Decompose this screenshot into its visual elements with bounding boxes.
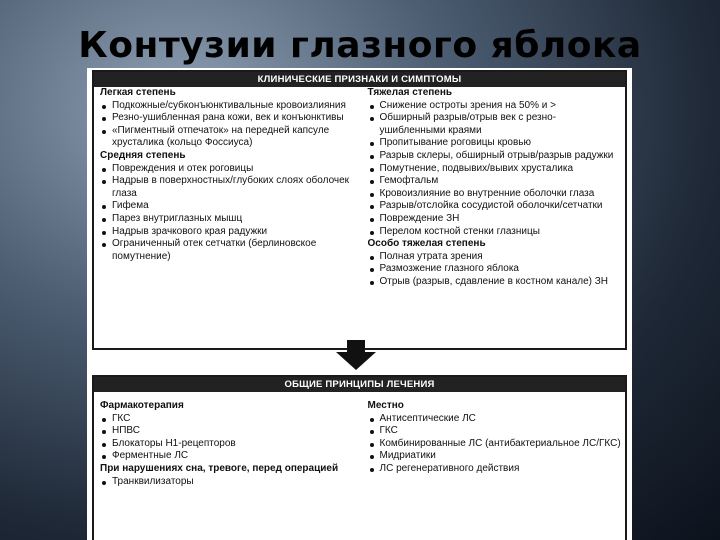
treatment-item: ГКС xyxy=(100,413,354,426)
treatment-item: НПВС xyxy=(100,425,354,438)
symptom-item: Обширный разрыв/отрыв век с резно-ушибленными краями xyxy=(368,112,622,137)
treatment-item: ГКС xyxy=(368,425,622,438)
symptom-item: Гифема xyxy=(100,200,354,213)
treatment-group xyxy=(368,400,622,476)
clinical-signs-header: КЛИНИЧЕСКИЕ ПРИЗНАКИ И СИМПТОМЫ xyxy=(94,72,625,87)
treatment-columns xyxy=(94,392,625,488)
severity-group xyxy=(100,87,354,150)
treatment-group-title: При нарушениях сна, тревоге, перед операцией xyxy=(100,462,339,474)
clinical-columns xyxy=(94,87,625,289)
treatment-item: Транквилизаторы xyxy=(100,476,354,489)
symptom-item: Перелом костной стенки глазницы xyxy=(368,226,622,239)
treatment-item: Комбинированные ЛС (антибактериальное ЛС/ГКС) xyxy=(368,438,622,451)
treatment-group-title: Местно xyxy=(367,400,404,411)
down-arrow-icon xyxy=(336,340,376,370)
symptom-item: Разрыв/отслойка сосудистой оболочки/сетчатки xyxy=(368,200,622,213)
treatment-item: Ферментные ЛС xyxy=(100,450,354,463)
clinical-right-column xyxy=(360,87,622,289)
treatment-group xyxy=(100,400,354,463)
symptom-item: Пропитывание роговицы кровью xyxy=(368,137,622,150)
severity-title: Особо тяжелая степень xyxy=(367,238,486,250)
slide-title: Контузии глазного яблока xyxy=(78,25,642,66)
symptom-item: Гемофтальм xyxy=(368,175,622,188)
symptom-item: Парез внутриглазных мышц xyxy=(100,213,354,226)
symptom-item: Помутнение, подвывих/вывих хрусталика xyxy=(368,163,622,176)
symptom-item: Повреждения и отек роговицы xyxy=(100,163,354,176)
severity-group xyxy=(368,238,622,288)
treatment-item: ЛС регенеративного действия xyxy=(368,463,622,476)
symptom-item: Подкожные/субконъюнктивальные кровоизлияния xyxy=(100,100,354,113)
treatment-header: ОБЩИЕ ПРИНЦИПЫ ЛЕЧЕНИЯ xyxy=(94,377,625,392)
document-page xyxy=(87,68,632,540)
treatment-group-title: Фармакотерапия xyxy=(100,400,184,411)
severity-group xyxy=(368,87,622,238)
symptom-item: Резно-ушибленная рана кожи, век и конъюнктивы xyxy=(100,112,354,125)
severity-title: Средняя степень xyxy=(100,149,186,161)
severity-group xyxy=(100,150,354,263)
treatment-item: Мидриатики xyxy=(368,450,622,463)
symptom-item: Размозжение глазного яблока xyxy=(368,263,622,276)
treatment-item: Антисептические ЛС xyxy=(368,413,622,426)
severity-title: Тяжелая степень xyxy=(367,87,453,98)
symptom-item: Кровоизлияние во внутренние оболочки глаза xyxy=(368,188,622,201)
treatment-left-column xyxy=(98,400,360,488)
symptom-item: Разрыв склеры, обширный отрыв/разрыв радужки xyxy=(368,150,622,163)
symptom-item: «Пигментный отпечаток» на передней капсуле хрусталика (кольцо Фоссиуса) xyxy=(100,125,354,150)
symptom-item: Полная утрата зрения xyxy=(368,251,622,264)
symptom-item: Повреждение ЗН xyxy=(368,213,622,226)
clinical-left-column xyxy=(98,87,360,289)
symptom-item: Ограниченный отек сетчатки (берлиновское помутнение) xyxy=(100,238,354,263)
treatment-right-column xyxy=(360,400,622,488)
severity-title: Легкая степень xyxy=(100,87,176,98)
treatment-group xyxy=(100,463,354,488)
treatment-item: Блокаторы Н1-рецепторов xyxy=(100,438,354,451)
symptom-item: Надрыв в поверхностных/глубоких слоях оболочек глаза xyxy=(100,175,354,200)
symptom-item: Отрыв (разрыв, сдавление в костном канале) ЗН xyxy=(368,276,622,289)
symptom-item: Снижение остроты зрения на 50% и > xyxy=(368,100,622,113)
clinical-signs-panel xyxy=(92,70,627,350)
symptom-item: Надрыв зрачкового края радужки xyxy=(100,226,354,239)
treatment-panel xyxy=(92,375,627,540)
